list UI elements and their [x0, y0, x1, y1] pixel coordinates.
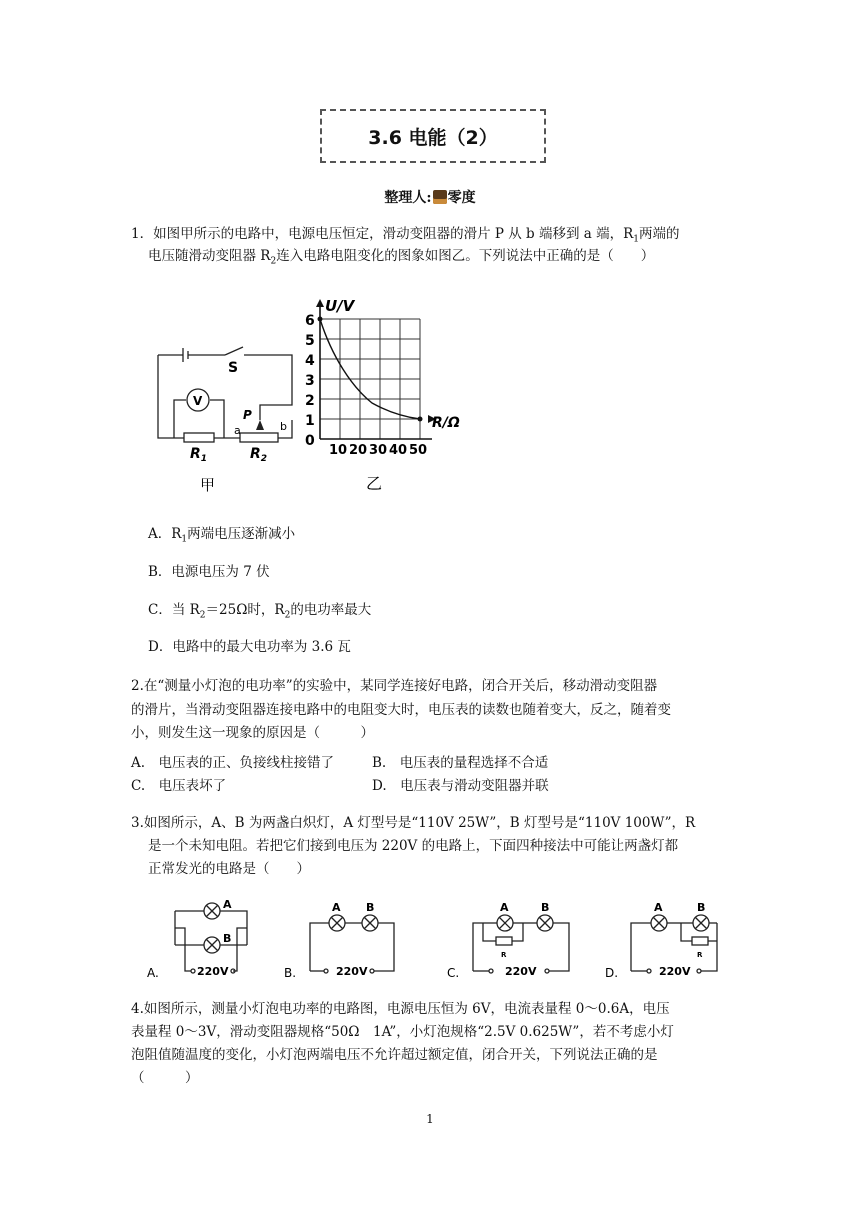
slider-label: P [243, 408, 252, 422]
y-tick-5: 5 [305, 333, 315, 349]
lamp-b-label: B [697, 901, 706, 914]
q2-option-a: A. 电压表的正、负接线柱接错了 [131, 755, 335, 771]
q3-figure-c [445, 893, 585, 983]
y-axis-label: U/V [325, 297, 355, 315]
lamp-a-label: A [223, 898, 232, 911]
y-tick-1: 1 [305, 413, 315, 429]
q1-option-c: C．当 $R_2=25\Omega$时，$R_2$的电功率最大 [148, 602, 372, 621]
q3-line-2: 是一个未知电阻。若把它们接到电压为 220V 的电路上，下面四种接法中可能让两盏灯都 [148, 838, 679, 854]
q2-option-c: C. 电压表坏了 [131, 778, 227, 794]
avatar-icon [433, 190, 447, 204]
voltage-label: 220V [505, 965, 537, 978]
voltage-label: 220V [336, 965, 368, 978]
lamp-a-label: A [332, 901, 341, 914]
q4-line-1: 4.如图所示，测量小灯泡电功率的电路图，电源电压恒为 6V，电流表量程 0～0.6A，电压 [131, 1001, 670, 1017]
r1-label: $R_1$ [190, 446, 208, 464]
q3-figure-d [603, 893, 728, 983]
voltage-label: 220V [197, 965, 229, 978]
lamp-b-label: B [541, 901, 550, 914]
q4-line-4: （ ） [131, 1070, 199, 1086]
q1-option-a: A．$R_1$两端电压逐渐减小 [148, 526, 296, 545]
compiler-line: 整理人: 零度 [384, 190, 476, 206]
q1-option-b: B．电源电压为 7 伏 [148, 564, 270, 580]
x-axis-label: R/Ω [432, 415, 460, 431]
q4-line-2: 表量程 0～3V，滑动变阻器规格“50Ω 1A”，小灯泡规格“2.5V 0.625W”，若不考虑小灯 [131, 1024, 674, 1040]
figure-letter: D. [605, 966, 619, 980]
q2-option-d: D. 电压表与滑动变阻器并联 [372, 778, 549, 794]
r2-label: $R_2$ [250, 446, 268, 464]
figure-letter: C. [447, 966, 460, 980]
x-tick-50: 50 [409, 443, 428, 458]
q2-option-b: B. 电压表的量程选择不合适 [372, 755, 549, 771]
terminal-b-label: b [280, 420, 287, 433]
q3-figure-a [145, 893, 270, 983]
resistor-label: R [697, 951, 703, 959]
page-number: 1 [426, 1112, 434, 1126]
lamp-a-label: A [654, 901, 663, 914]
q3-figure-b [282, 893, 407, 983]
q2-line-1: 2.在“测量小灯泡的电功率”的实验中，某同学连接好电路，闭合开关后，移动滑动变阻器 [131, 678, 658, 694]
voltmeter-label: V [193, 394, 203, 408]
figure-letter: A. [147, 966, 159, 980]
page-title: 3.6 电能（2） [320, 109, 546, 163]
figure-letter: B. [284, 966, 297, 980]
q2-line-3: 小，则发生这一现象的原因是（ ） [131, 725, 374, 741]
y-tick-3: 3 [305, 373, 315, 389]
fig-right-caption: 乙 [366, 474, 383, 493]
x-tick-30: 30 [369, 443, 388, 458]
q1-circuit-figure [150, 330, 300, 495]
x-tick-40: 40 [389, 443, 408, 458]
q4-line-3: 泡阻值随温度的变化，小灯泡两端电压不允许超过额定值，闭合开关，下列说法正确的是 [131, 1047, 658, 1063]
q2-line-2: 的滑片，当滑动变阻器连接电路中的电阻变大时，电压表的读数也随着变大，反之，随着变 [131, 702, 671, 718]
y-tick-0: 0 [305, 433, 315, 449]
q3-line-3: 正常发光的电路是（ ） [148, 861, 310, 877]
voltage-label: 220V [659, 965, 691, 978]
y-tick-6: 6 [305, 313, 315, 329]
lamp-b-label: B [366, 901, 375, 914]
q1-line-2: 电压随滑动变阻器 $R_2$连入电路电阻变化的图象如图乙。下列说法中正确的是（ ） [148, 248, 655, 267]
lamp-b-label: B [223, 932, 232, 945]
resistor-label: R [501, 951, 507, 959]
q1-graph-figure [300, 295, 480, 495]
q1-line-1: 1．如图甲所示的电路中，电源电压恒定，滑动变阻器的滑片 P 从 b 端移到 a 端，$R_1$两端的 [131, 226, 680, 245]
lamp-a-label: A [500, 901, 509, 914]
x-tick-10: 10 [329, 443, 348, 458]
switch-label: S [228, 360, 239, 376]
fig-left-caption: 甲 [200, 476, 216, 494]
x-tick-20: 20 [349, 443, 368, 458]
y-tick-2: 2 [305, 393, 315, 409]
q1-option-d: D．电路中的最大电功率为 3.6 瓦 [148, 639, 351, 655]
terminal-a-label: a [234, 424, 241, 437]
q3-line-1: 3.如图所示，A、B 为两盏白炽灯，A 灯型号是“110V 25W”，B 灯型号是“110V 100W”，R [131, 815, 696, 831]
y-tick-4: 4 [305, 353, 315, 369]
